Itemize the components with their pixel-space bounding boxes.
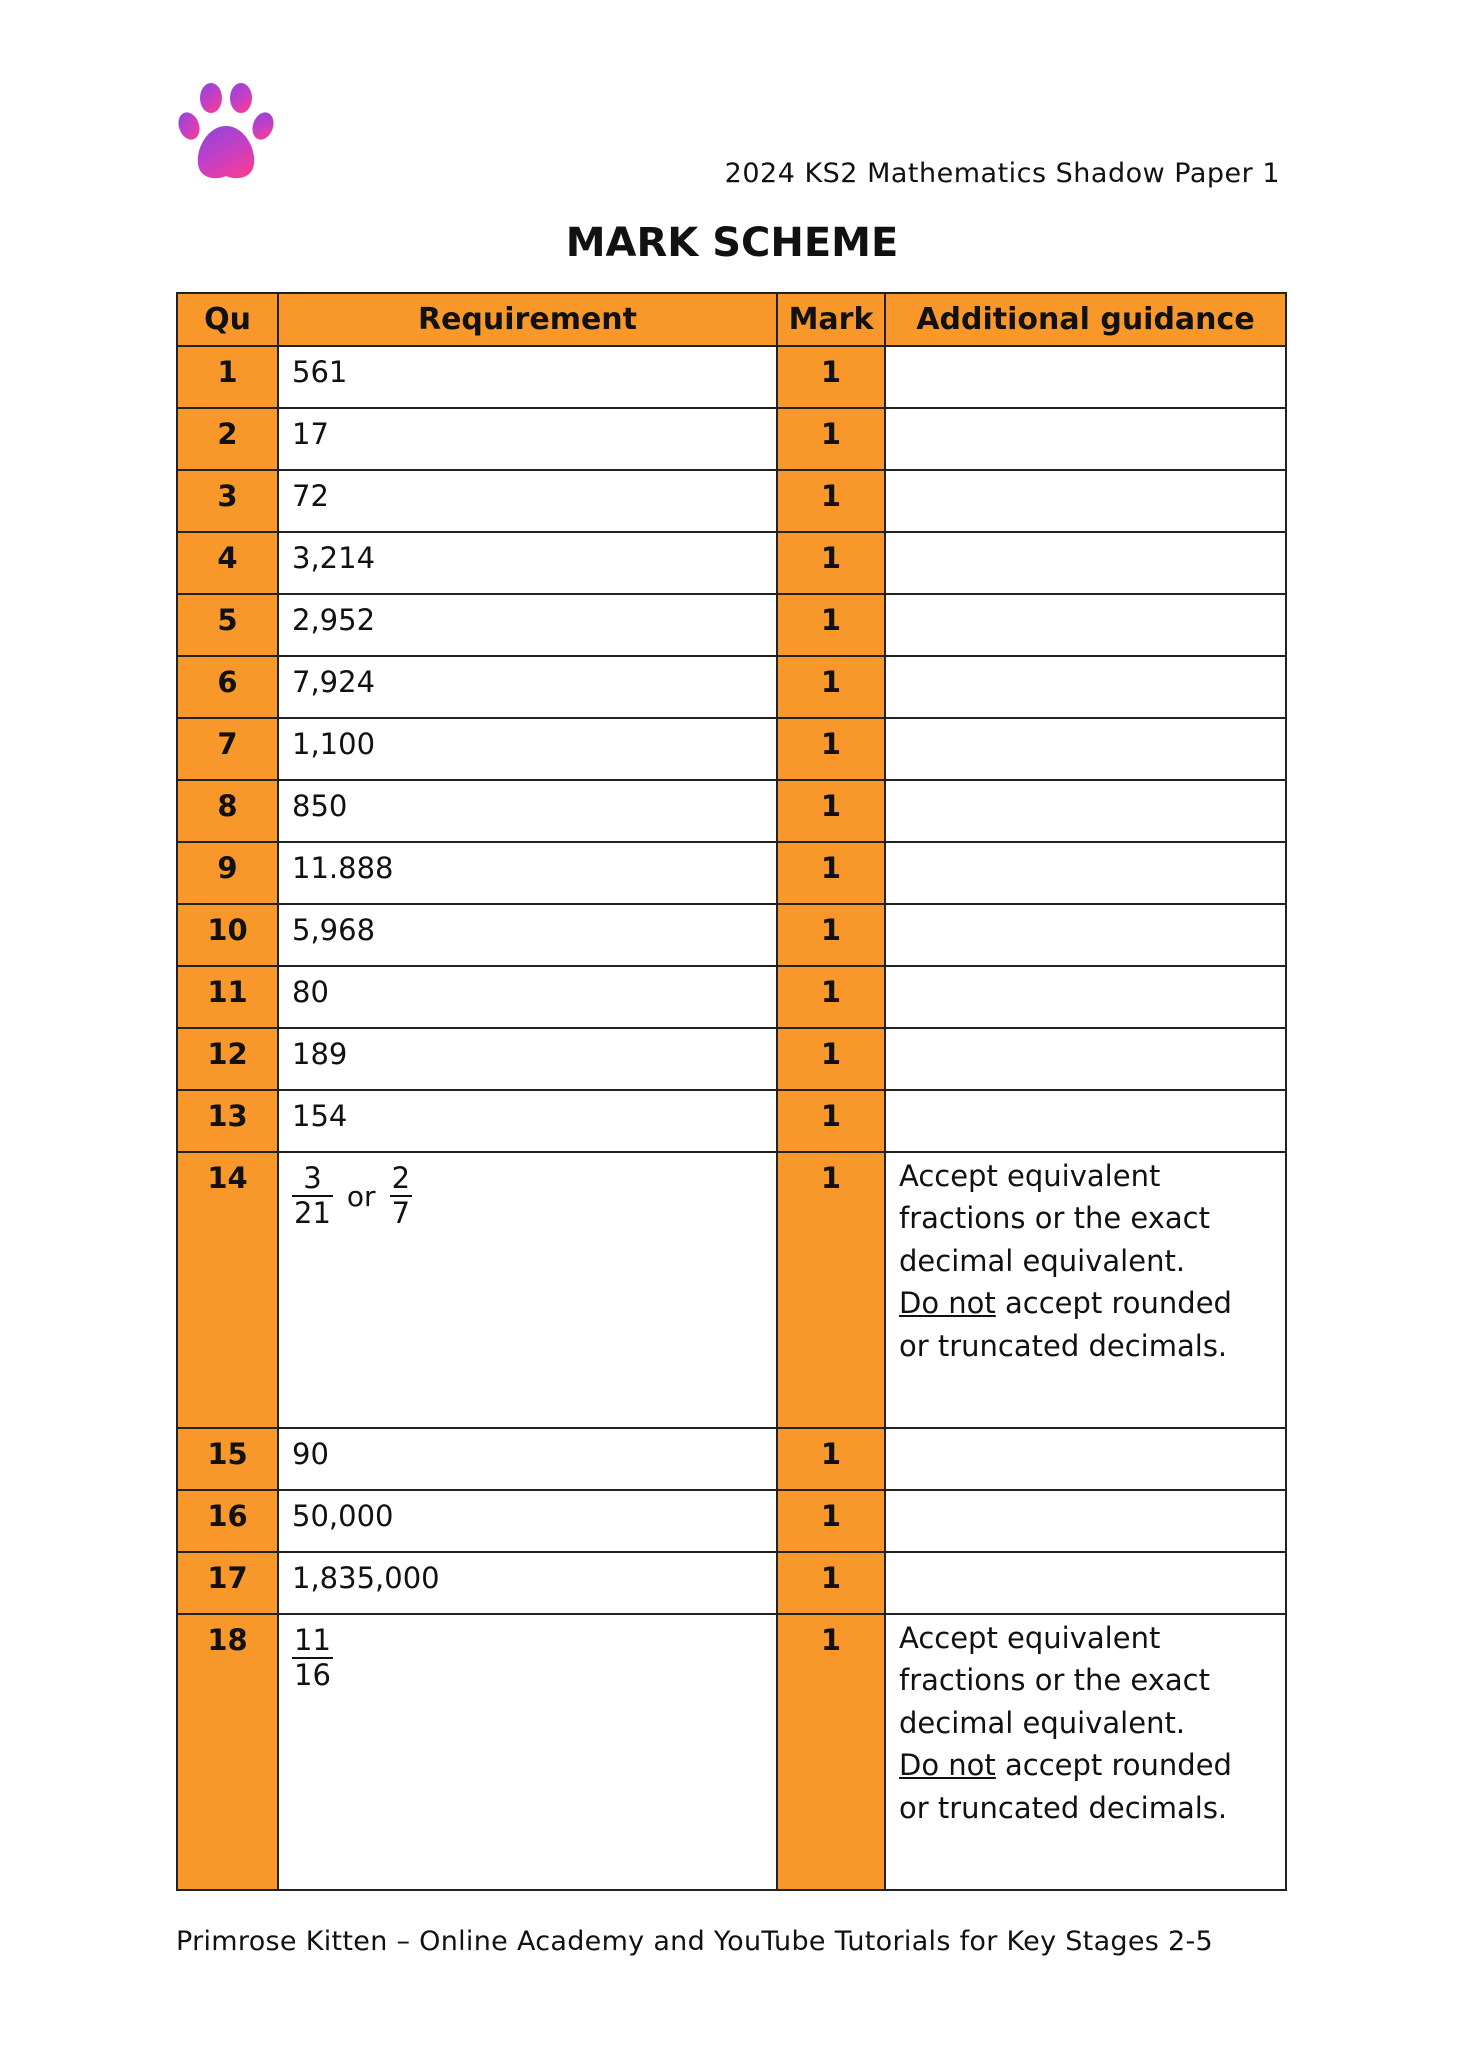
fraction-numerator: 3 bbox=[303, 1161, 322, 1195]
guidance-cell bbox=[885, 1028, 1286, 1090]
fraction-connector: or bbox=[346, 1179, 376, 1213]
fraction bbox=[292, 1161, 333, 1230]
guidance-line: decimal equivalent. bbox=[899, 1243, 1186, 1278]
fraction bbox=[292, 1623, 333, 1692]
table-row bbox=[177, 532, 1286, 594]
guidance-line: Accept equivalent bbox=[899, 1621, 1161, 1655]
requirement-cell: 2,952 bbox=[278, 594, 777, 656]
guidance-cell bbox=[885, 718, 1286, 780]
mark-cell: 1 bbox=[777, 656, 885, 718]
guidance-line: fractions or the exact bbox=[899, 1201, 1210, 1236]
mark-cell: 1 bbox=[777, 1490, 885, 1552]
requirement-cell: 561 bbox=[278, 346, 777, 408]
guidance-line: fractions or the exact bbox=[899, 1663, 1210, 1698]
mark-cell: 1 bbox=[777, 346, 885, 408]
fraction-denominator: 7 bbox=[391, 1195, 411, 1230]
requirement-cell: 3,214 bbox=[278, 532, 777, 594]
guidance-cell bbox=[885, 780, 1286, 842]
guidance-emphasis: Do not bbox=[899, 1286, 996, 1321]
mark-cell: 1 bbox=[777, 1028, 885, 1090]
requirement-cell: 7,924 bbox=[278, 656, 777, 718]
mark-cell: 1 bbox=[777, 842, 885, 904]
question-number: 4 bbox=[177, 532, 278, 594]
guidance-line: Accept equivalent bbox=[899, 1159, 1161, 1193]
question-number: 15 bbox=[177, 1428, 278, 1490]
question-number: 16 bbox=[177, 1490, 278, 1552]
question-number: 9 bbox=[177, 842, 278, 904]
requirement-cell: 1,100 bbox=[278, 718, 777, 780]
page-title: MARK SCHEME bbox=[565, 220, 899, 266]
fraction-denominator: 16 bbox=[294, 1657, 331, 1692]
mark-cell: 1 bbox=[777, 470, 885, 532]
requirement-cell: 90 bbox=[278, 1428, 777, 1490]
table-row bbox=[177, 842, 1286, 904]
requirement-cell: 17 bbox=[278, 408, 777, 470]
guidance-cell bbox=[885, 966, 1286, 1028]
mark-cell: 1 bbox=[777, 718, 885, 780]
requirement-cell: 189 bbox=[278, 1028, 777, 1090]
table-row bbox=[177, 1552, 1286, 1614]
fraction-numerator: 2 bbox=[391, 1161, 411, 1195]
table-row bbox=[177, 594, 1286, 656]
table-row bbox=[177, 1152, 1286, 1428]
requirement-cell: 80 bbox=[278, 966, 777, 1028]
guidance-line: or truncated decimals. bbox=[899, 1790, 1228, 1825]
requirement-cell bbox=[278, 1614, 777, 1890]
table-row bbox=[177, 904, 1286, 966]
mark-cell: 1 bbox=[777, 594, 885, 656]
guidance-text: accept rounded bbox=[995, 1286, 1232, 1321]
guidance-line: or truncated decimals. bbox=[899, 1328, 1228, 1363]
table-row bbox=[177, 470, 1286, 532]
table-row bbox=[177, 408, 1286, 470]
table-row bbox=[177, 966, 1286, 1028]
question-number: 7 bbox=[177, 718, 278, 780]
mark-cell: 1 bbox=[777, 532, 885, 594]
table-header-row bbox=[177, 293, 1286, 346]
requirement-cell bbox=[278, 1152, 777, 1428]
table-row bbox=[177, 1428, 1286, 1490]
guidance-cell bbox=[885, 1428, 1286, 1490]
requirement-cell: 11.888 bbox=[278, 842, 777, 904]
requirement-cell: 5,968 bbox=[278, 904, 777, 966]
mark-cell: 1 bbox=[777, 408, 885, 470]
question-number: 3 bbox=[177, 470, 278, 532]
footer-text: Primrose Kitten – Online Academy and YouTube Tutorials for Key Stages 2-5 bbox=[176, 1926, 1214, 1957]
guidance-cell bbox=[885, 1152, 1286, 1428]
question-number: 11 bbox=[177, 966, 278, 1028]
requirement-cell: 154 bbox=[278, 1090, 777, 1152]
mark-cell: 1 bbox=[777, 1152, 885, 1428]
question-number: 18 bbox=[177, 1614, 278, 1890]
column-header-qu: Qu bbox=[177, 293, 278, 346]
mark-cell: 1 bbox=[777, 780, 885, 842]
question-number: 14 bbox=[177, 1152, 278, 1428]
paper-title: 2024 KS2 Mathematics Shadow Paper 1 bbox=[724, 158, 1280, 189]
mark-cell: 1 bbox=[777, 1428, 885, 1490]
guidance-text: accept rounded bbox=[995, 1748, 1232, 1783]
mark-scheme-table bbox=[176, 292, 1287, 1891]
guidance-cell bbox=[885, 1090, 1286, 1152]
question-number: 5 bbox=[177, 594, 278, 656]
guidance-cell bbox=[885, 1614, 1286, 1890]
mark-cell: 1 bbox=[777, 1614, 885, 1890]
mark-cell: 1 bbox=[777, 966, 885, 1028]
guidance-cell bbox=[885, 346, 1286, 408]
guidance-cell bbox=[885, 842, 1286, 904]
guidance-emphasis: Do not bbox=[899, 1748, 996, 1783]
guidance-cell bbox=[885, 1552, 1286, 1614]
table-row bbox=[177, 1614, 1286, 1890]
guidance-cell bbox=[885, 904, 1286, 966]
question-number: 17 bbox=[177, 1552, 278, 1614]
table-row bbox=[177, 656, 1286, 718]
guidance-line: decimal equivalent. bbox=[899, 1705, 1186, 1740]
guidance-cell bbox=[885, 1490, 1286, 1552]
guidance-cell bbox=[885, 656, 1286, 718]
column-header-requirement: Requirement bbox=[278, 293, 777, 346]
question-number: 12 bbox=[177, 1028, 278, 1090]
column-header-guidance: Additional guidance bbox=[885, 293, 1286, 346]
question-number: 1 bbox=[177, 346, 278, 408]
requirement-cell: 50,000 bbox=[278, 1490, 777, 1552]
column-header-mark: Mark bbox=[777, 293, 885, 346]
table-row bbox=[177, 1090, 1286, 1152]
mark-cell: 1 bbox=[777, 1552, 885, 1614]
table-row bbox=[177, 346, 1286, 408]
fraction bbox=[390, 1161, 412, 1230]
requirement-cell: 72 bbox=[278, 470, 777, 532]
question-number: 6 bbox=[177, 656, 278, 718]
paw-print-icon bbox=[178, 82, 274, 186]
question-number: 13 bbox=[177, 1090, 278, 1152]
fraction-denominator: 21 bbox=[294, 1195, 331, 1230]
guidance-cell bbox=[885, 532, 1286, 594]
requirement-cell: 850 bbox=[278, 780, 777, 842]
table-row bbox=[177, 1028, 1286, 1090]
table-row bbox=[177, 1490, 1286, 1552]
requirement-cell: 1,835,000 bbox=[278, 1552, 777, 1614]
question-number: 8 bbox=[177, 780, 278, 842]
mark-cell: 1 bbox=[777, 904, 885, 966]
table-row bbox=[177, 780, 1286, 842]
guidance-cell bbox=[885, 594, 1286, 656]
mark-cell: 1 bbox=[777, 1090, 885, 1152]
guidance-cell bbox=[885, 470, 1286, 532]
fraction-numerator: 11 bbox=[294, 1623, 331, 1657]
guidance-cell bbox=[885, 408, 1286, 470]
question-number: 2 bbox=[177, 408, 278, 470]
table-row bbox=[177, 718, 1286, 780]
question-number: 10 bbox=[177, 904, 278, 966]
